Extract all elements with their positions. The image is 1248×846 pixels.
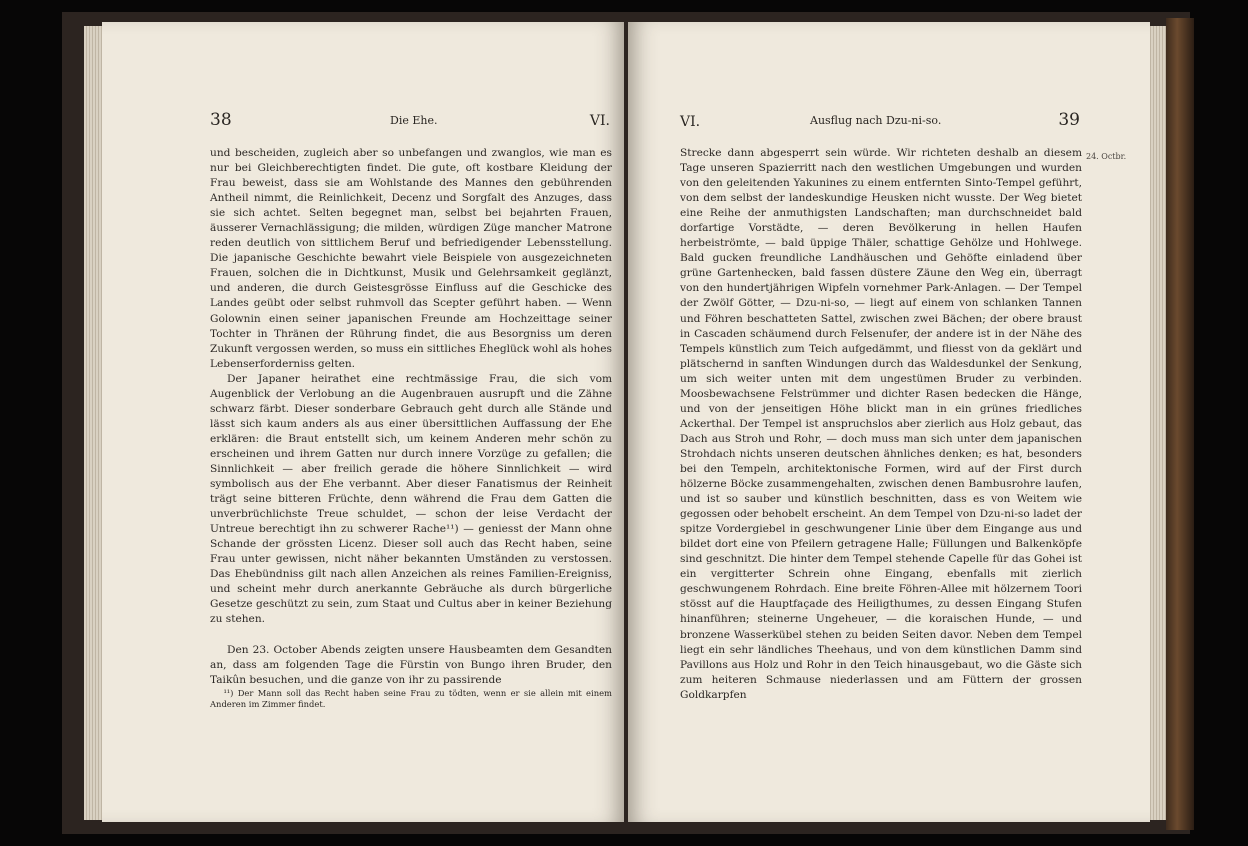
left-page-header [210,110,610,136]
left-running-head: Die Ehe. [390,114,438,127]
footnote: ¹¹) Der Mann soll das Recht haben seine Frau zu tödten, wenn er sie allein mit einem Anderen im Zimmer findet. [210,687,612,709]
book-cover-edge [1166,18,1194,830]
right-page-header [680,110,1080,136]
paragraph: Strecke dann abgesperrt sein würde. Wir richteten deshalb an diesem Tage unseren Spazierritt nach den westlichen Umgebungen und wurden von den geleitenden Yakunines zu einem entfernten Sinto-Tempel geführt, von dem selbst der landeskundige Heusken nicht wusste. Der Weg bietet eine Reihe der anmuthigsten Landschaften; man durchschneidet bald dorfartige Vorstädte, — deren Bevölkerung in hellen Haufen herbeiströmte, — bald üppige Thäler, schattige Gehölze und Hohlwege. Bald gucken freundliche Landhäuschen und Gehöfte einladend über grüne Gartenhecken, bald fassen düstere Zäune den Weg ein, überragt von den hundertjährigen Wipfeln vornehmer Park-Anlagen. — Der Tempel der Zwölf Götter, — Dzu-ni-so, — liegt auf einem von schlanken Tannen und Föhren beschatteten Sattel, zwischen zwei Bächen; der obere braust in Cascaden schäumend durch Felsenufer, der andere ist in der Nähe des Tempels künstlich zum Teich aufgedämmt, und fliesst von da geklärt und plätschernd in sanften Windungen durch das Waldesdunkel der Senkung, um sich weiter unten mit dem ungestümen Bruder zu verbinden. Moosbewachsene Felstrümmer und dichter Rasen bedecken die Hänge, und von der jenseitigen Höhe blickt man in ein grünes friedliches Ackerthal. Der Tempel ist anspruchslos aber zierlich aus Holz gebaut, das Dach aus Stroh und Rohr, — doch muss man sich unter dem japanischen Strohdach nichts unseren deutschen ähnliches denken; es hat, besonders bei den Tempeln, architektonische Formen, wird auf der First durch hölzerne Böcke zusammengehalten, zwischen denen Bambusrohre laufen, und ist so sauber und künstlich beschnitten, dass es von Weitem wie gegossen oder behobelt erscheint. An dem Tempel von Dzu-ni-so ladet der spitze Vordergiebel in geschwungener Linie über dem Eingange aus und bildet dort eine von Pfeilern getragene Halle; Füllungen und Balkenköpfe sind geschnitzt. Die hinter dem Tempel stehende Capelle für das Gohei ist ein vergitterter Schrein ohne Eingang, ebenfalls mit zierlich geschwungenem Rohrdach. Eine breite Föhren-Allee mit hölzernem Toori stösst auf die Hauptfaçade des Heiligthumes, zu dessen Eingang Stufen hinanführen; steinerne Ungeheuer, — die koraischen Hunde, — und bronzene Wasserkübel stehen zu beiden Seiten davor. Neben dem Tempel liegt ein sehr ländliches Theehaus, und von dem künstlichen Damm sind Pavillons aus Holz und Rohr in den Teich hinausgebaut, wo die Gäste sich zum heiteren Schmause niederlassen und am Füttern der grossen Goldkarpfen [680,147,1082,701]
page-edges-right [1150,26,1166,820]
margin-date-note: 24. Octbr. [1086,152,1127,161]
left-page [102,22,624,822]
open-book [62,12,1190,834]
right-page [628,22,1150,822]
left-page-number: 38 [210,110,232,130]
right-running-head: Ausflug nach Dzu-ni-so. [810,114,942,127]
right-body-text [680,146,1082,703]
right-chapter-number: VI. [680,114,701,130]
paragraph: Der Japaner heirathet eine rechtmässige Frau, die sich vom Augenblick der Verlobung an die Augenbrauen ausrupft und die Zähne schwarz färbt. Dieser sonderbare Gebrauch geht durch alle Stände und lässt sich kaum anders als aus einer übersittlichen Auffassung der Ehe erklären: die Braut entstellt sich, um keinem Anderen mehr schön zu erscheinen und ihrem Gatten nur durch innere Vorzüge zu gefallen; die Sinnlichkeit — aber freilich gerade die höhere Sinnlichkeit — wird symbolisch aus der Ehe verbannt. Aber dieser Fanatismus der Reinheit trägt seine bitteren Früchte, denn während die Frau dem Gatten die unverbrüchlichste Treue schuldet, — schon der leise Verdacht der Untreue berechtigt ihn zu schwerer Rache¹¹) — geniesst der Mann ohne Schande der grössten Licenz. Dieser soll auch das Recht haben, seine Frau unter gewissen, nicht näher bekannten Umständen zu verstossen. Das Ehebündniss gilt nach allen Anzeichen als reines Familien-Ereigniss, und scheint mehr durch anerkannte Gebräuche als durch bürgerliche Gesetze geschützt zu sein, zum Staat und Cultus aber in keiner Beziehung zu stehen. [210,372,612,626]
paragraph: und bescheiden, zugleich aber so unbefangen und zwanglos, wie man es nur bei Gleichberechtigten findet. Die gute, oft kostbare Kleidung der Frau beweist, dass sie am Wohlstande des Mannes den gebührenden Antheil nimmt, die Reinlichkeit, Decenz und Sorgfalt des Anzuges, dass sie sich achtet. Selten begegnet man, selbst bei bejahrten Frauen, äusserer Vernachlässigung; die milden, würdigen Züge mancher Matrone reden deutlich von sittlichem Beruf und befriedigender Lebensstellung. Die japanische Geschichte bewahrt viele Beispiele von ausgezeichneten Frauen, solchen die in Dichtkunst, Musik und Gelehrsamkeit geglänzt, und anderen, die durch Geistesgrösse Einfluss auf die Geschicke des Landes geübt oder selbst ruhmvoll das Scepter geführt haben. — Wenn Golownin einen seiner japanischen Freunde am Hochzeittage seiner Tochter in Thränen der Rührung findet, die aus Besorgniss um deren Zukunft vergossen werden, so muss ein sittliches Eheglück wohl als hohes Lebenserforderniss gelten. [210,147,612,370]
right-page-number: 39 [1058,110,1080,130]
left-chapter-number: VI. [589,113,610,129]
left-body-text [210,146,612,710]
paragraph: Den 23. October Abends zeigten unsere Hausbeamten dem Gesandten an, dass am folgenden Tage die Fürstin von Bungo ihren Bruder, den Taikûn besuchen, und die ganze von ihr zu passirende [210,643,612,686]
page-edges-left [84,26,102,820]
